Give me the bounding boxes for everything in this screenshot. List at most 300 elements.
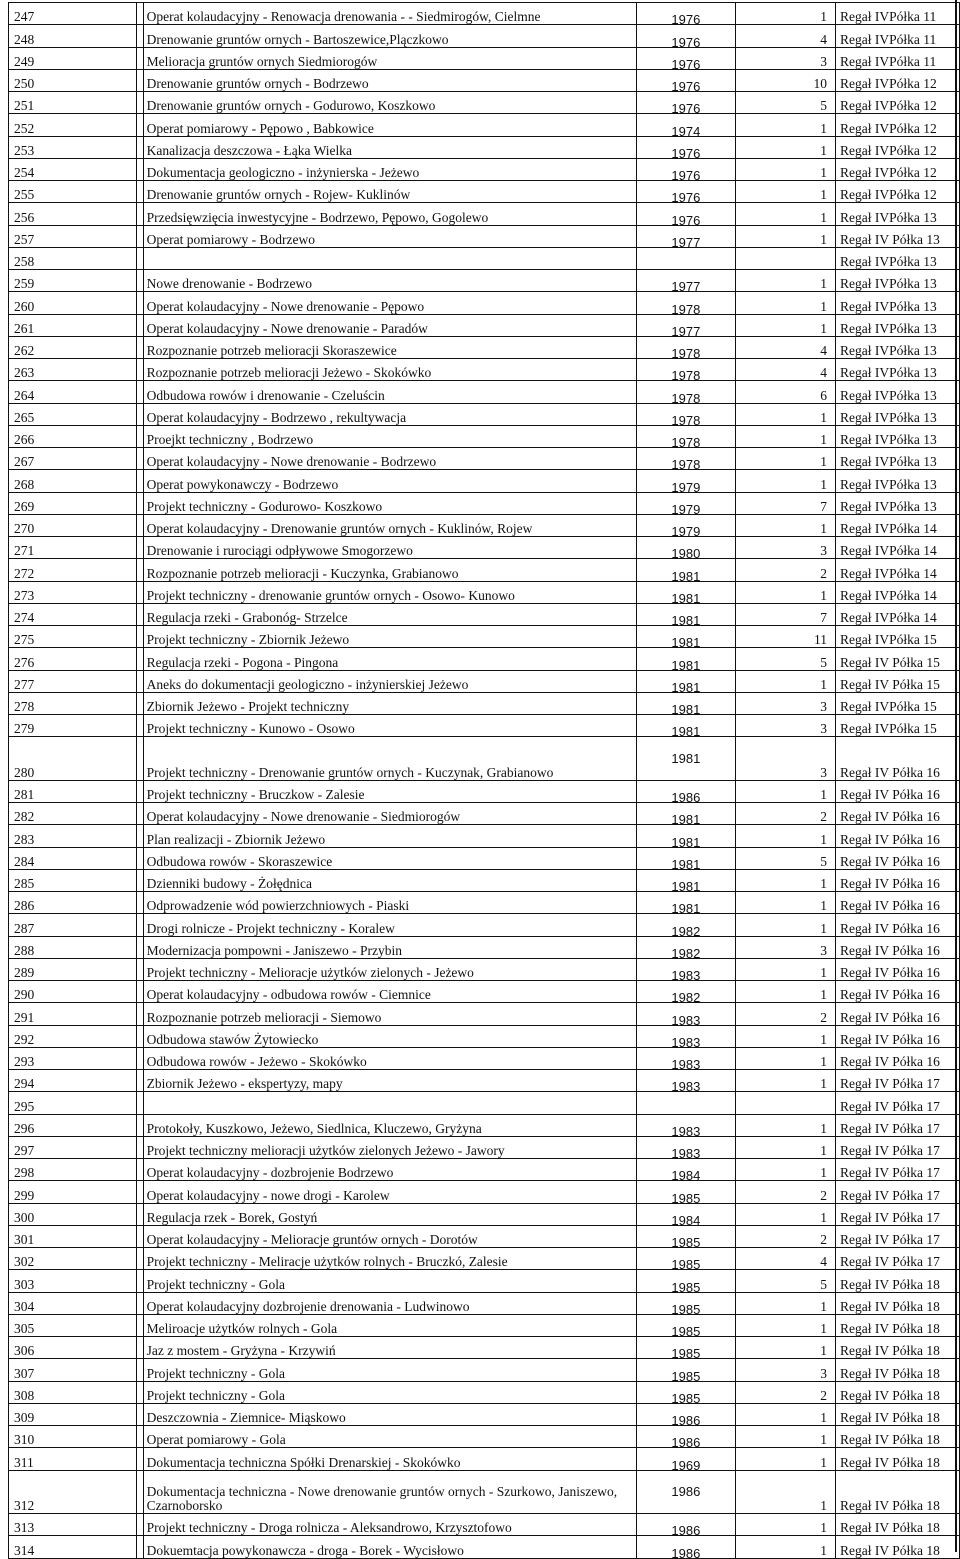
spacer-cell — [136, 648, 143, 670]
year-cell-text: 1976 — [671, 79, 701, 92]
spacer-cell — [136, 847, 143, 869]
location-cell: Regał IV Półka 18 — [836, 1448, 960, 1470]
location-cell: Regał IV Półka 18 — [836, 1337, 960, 1359]
title-cell: Operat powykonawczy - Bodrzewo — [143, 470, 636, 492]
year-cell — [636, 1470, 736, 1514]
row-number-cell: 282 — [9, 803, 137, 825]
spacer-cell — [136, 158, 143, 180]
table-row — [9, 626, 960, 648]
title-cell: Operat kolaudacyjny - Drenowanie gruntów ornych - Kuklinów, Rojew — [143, 514, 636, 536]
quantity-cell: 1 — [736, 1292, 836, 1314]
spacer-cell — [136, 1203, 143, 1225]
row-number-cell: 307 — [9, 1359, 137, 1381]
quantity-cell: 1 — [736, 869, 836, 891]
spacer-cell — [136, 1047, 143, 1069]
table-row — [9, 603, 960, 625]
spacer-cell — [136, 3, 143, 25]
location-cell: Regał IVPółka 14 — [836, 603, 960, 625]
title-cell: Operat kolaudacyjny - Bodrzewo , rekultywacja — [143, 403, 636, 425]
year-cell-text: 1977 — [671, 323, 701, 337]
year-cell-text: 1986 — [671, 1413, 701, 1426]
spacer-cell — [136, 1314, 143, 1336]
title-cell: Odbudowa rowów - Jeżewo - Skokówko — [143, 1047, 636, 1069]
row-number-cell: 286 — [9, 892, 137, 914]
location-cell: Regał IVPółka 12 — [836, 92, 960, 114]
year-cell — [636, 626, 736, 648]
row-number-cell: 308 — [9, 1381, 137, 1403]
title-cell: Operat kolaudacyjny - Nowe drenowanie - Paradów — [143, 314, 636, 336]
year-cell — [636, 292, 736, 314]
table-row — [9, 470, 960, 492]
year-cell — [636, 869, 736, 891]
quantity-cell: 11 — [736, 626, 836, 648]
spacer-cell — [136, 1136, 143, 1158]
quantity-cell: 3 — [736, 936, 836, 958]
location-cell: Regał IVPółka 13 — [836, 336, 960, 358]
table-row — [9, 1448, 960, 1470]
year-cell-text: 1986 — [671, 1483, 701, 1499]
table-row — [9, 181, 960, 203]
title-cell: Kanalizacja deszczowa - Łąka Wielka — [143, 136, 636, 158]
title-cell: Rozpoznanie potrzeb melioracji - Siemowo — [143, 1003, 636, 1025]
spacer-cell — [136, 203, 143, 225]
title-cell: Projekt techniczny - Meliracje użytków rolnych - Bruczkó, Zalesie — [143, 1248, 636, 1270]
year-cell-text: 1976 — [671, 56, 701, 70]
year-cell-text: 1985 — [671, 1390, 701, 1404]
table-row — [9, 981, 960, 1003]
table-row — [9, 203, 960, 225]
location-cell: Regał IV Półka 16 — [836, 803, 960, 825]
table-row — [9, 1003, 960, 1025]
row-number-cell: 299 — [9, 1181, 137, 1203]
location-cell: Regał IV Półka 18 — [836, 1381, 960, 1403]
table-row — [9, 114, 960, 136]
year-cell — [636, 1003, 736, 1025]
spacer-cell — [136, 381, 143, 403]
row-number-cell: 270 — [9, 514, 137, 536]
title-cell: Projekt techniczny - Kunowo - Osowo — [143, 715, 636, 737]
year-cell — [636, 1270, 736, 1292]
quantity-cell: 2 — [736, 1381, 836, 1403]
row-number-cell: 260 — [9, 292, 137, 314]
spacer-cell — [136, 92, 143, 114]
spacer-cell — [136, 492, 143, 514]
title-cell: Modernizacja pompowni - Janiszewo - Przybin — [143, 936, 636, 958]
table-row — [9, 270, 960, 292]
year-cell — [636, 403, 736, 425]
year-cell-text: 1986 — [671, 1435, 701, 1448]
spacer-cell — [136, 247, 143, 269]
year-cell — [636, 247, 736, 269]
spacer-cell — [136, 1114, 143, 1136]
year-cell-text: 1979 — [671, 479, 701, 492]
row-number-cell: 285 — [9, 869, 137, 891]
table-row — [9, 559, 960, 581]
year-cell — [636, 981, 736, 1003]
year-cell-text: 1980 — [671, 546, 701, 559]
quantity-cell: 1 — [736, 1114, 836, 1136]
quantity-cell: 1 — [736, 403, 836, 425]
year-cell — [636, 3, 736, 25]
quantity-cell: 4 — [736, 25, 836, 47]
quantity-cell: 3 — [736, 715, 836, 737]
location-cell: Regał IVPółka 13 — [836, 359, 960, 381]
page-right-border — [955, 0, 957, 1552]
table-row — [9, 1514, 960, 1536]
year-cell-text: 1976 — [671, 101, 701, 114]
table-row — [9, 1181, 960, 1203]
title-cell: Projekt techniczny - Bruczkow - Zalesie — [143, 780, 636, 802]
row-number-cell: 291 — [9, 1003, 137, 1025]
year-cell-text: 1985 — [671, 1235, 701, 1248]
quantity-cell: 1 — [736, 114, 836, 136]
table-row — [9, 247, 960, 269]
location-cell: Regał IVPółka 13 — [836, 492, 960, 514]
table-row — [9, 1470, 960, 1514]
location-cell: Regał IVPółka 13 — [836, 448, 960, 470]
location-cell: Regał IVPółka 14 — [836, 537, 960, 559]
year-cell — [636, 1536, 736, 1558]
year-cell — [636, 692, 736, 714]
row-number-cell: 264 — [9, 381, 137, 403]
year-cell-text: 1981 — [671, 702, 701, 715]
year-cell-text: 1978 — [671, 346, 701, 359]
spacer-cell — [136, 803, 143, 825]
title-cell: Operat kolaudacyjny - dozbrojenie Bodrzewo — [143, 1159, 636, 1181]
title-cell: Operat kolaudacyjny - odbudowa rowów - Ciemnice — [143, 981, 636, 1003]
quantity-cell: 1 — [736, 470, 836, 492]
title-cell: Drenowanie gruntów ornych - Rojew- Kuklinów — [143, 181, 636, 203]
year-cell-text: 1978 — [671, 368, 701, 381]
title-cell: Operat kolaudacyjny - Melioracje gruntów ornych - Dorotów — [143, 1225, 636, 1247]
title-cell: Projekt techniczny - Gola — [143, 1359, 636, 1381]
table-row — [9, 69, 960, 91]
spacer-cell — [136, 448, 143, 470]
quantity-cell: 1 — [736, 1314, 836, 1336]
table-row — [9, 914, 960, 936]
spacer-cell — [136, 181, 143, 203]
title-cell: Projekt techniczny - drenowanie gruntów ornych - Osowo- Kunowo — [143, 581, 636, 603]
quantity-cell: 1 — [736, 892, 836, 914]
year-cell — [636, 958, 736, 980]
row-number-cell: 254 — [9, 158, 137, 180]
year-cell — [636, 1114, 736, 1136]
year-cell-text: 1986 — [671, 790, 701, 803]
spacer-cell — [136, 780, 143, 802]
location-cell: Regał IV Półka 16 — [836, 914, 960, 936]
spacer-cell — [136, 581, 143, 603]
location-cell: Regał IVPółka 15 — [836, 715, 960, 737]
location-cell: Regał IVPółka 15 — [836, 692, 960, 714]
row-number-cell: 273 — [9, 581, 137, 603]
quantity-cell: 1 — [736, 1136, 836, 1158]
row-number-cell: 277 — [9, 670, 137, 692]
row-number-cell: 257 — [9, 225, 137, 247]
table-row — [9, 958, 960, 980]
year-cell-text: 1984 — [671, 1212, 701, 1226]
year-cell — [636, 1514, 736, 1536]
title-cell — [143, 1092, 636, 1114]
table-row — [9, 1381, 960, 1403]
year-cell — [636, 1359, 736, 1381]
spacer-cell — [136, 336, 143, 358]
title-cell: Projekt techniczny - Godurowo- Koszkowo — [143, 492, 636, 514]
quantity-cell — [736, 1092, 836, 1114]
table-row — [9, 1092, 960, 1114]
spacer-cell — [136, 1448, 143, 1470]
title-cell: Operat kolaudacyjny - nowe drogi - Karolew — [143, 1181, 636, 1203]
table-row — [9, 92, 960, 114]
location-cell: Regał IV Półka 17 — [836, 1114, 960, 1136]
spacer-cell — [136, 1514, 143, 1536]
quantity-cell: 1 — [736, 1403, 836, 1425]
title-cell: Drenowanie gruntów ornych - Bodrzewo — [143, 69, 636, 91]
quantity-cell: 1 — [736, 1337, 836, 1359]
title-cell: Operat kolaudacyjny - Nowe drenowanie - Pępowo — [143, 292, 636, 314]
year-cell — [636, 69, 736, 91]
row-number-cell: 311 — [9, 1448, 137, 1470]
quantity-cell: 3 — [736, 737, 836, 781]
table-row — [9, 737, 960, 781]
year-cell-text: 1978 — [671, 412, 701, 426]
year-cell-text: 1981 — [671, 635, 701, 648]
row-number-cell: 267 — [9, 448, 137, 470]
year-cell-text: 1974 — [671, 123, 701, 136]
title-cell — [143, 247, 636, 269]
location-cell: Regał IVPółka 13 — [836, 314, 960, 336]
year-cell-text: 1981 — [671, 657, 701, 670]
table-row — [9, 537, 960, 559]
quantity-cell: 1 — [736, 825, 836, 847]
title-cell: Regulacja rzeki - Grabonóg- Strzelce — [143, 603, 636, 625]
title-cell: Drenowanie i rurociągi odpływowe Smogorzewo — [143, 537, 636, 559]
spacer-cell — [136, 958, 143, 980]
spacer-cell — [136, 715, 143, 737]
year-cell-text: 1969 — [671, 1457, 701, 1470]
year-cell — [636, 914, 736, 936]
title-cell: Projekt techniczny - Drenowanie gruntów ornych - Kuczynak, Grabianowo — [143, 737, 636, 781]
location-cell: Regał IV Półka 16 — [836, 1025, 960, 1047]
spacer-cell — [136, 1003, 143, 1025]
year-cell — [636, 803, 736, 825]
year-cell-text: 1981 — [671, 568, 701, 581]
title-cell: Rozpoznanie potrzeb melioracji - Kuczynka, Grabianowo — [143, 559, 636, 581]
year-cell — [636, 648, 736, 670]
quantity-cell: 3 — [736, 692, 836, 714]
location-cell: Regał IV Półka 17 — [836, 1181, 960, 1203]
row-number-cell: 262 — [9, 336, 137, 358]
location-cell: Regał IVPółka 14 — [836, 514, 960, 536]
location-cell: Regał IV Półka 18 — [836, 1270, 960, 1292]
location-cell: Regał IVPółka 13 — [836, 425, 960, 447]
row-number-cell: 249 — [9, 47, 137, 69]
title-cell: Projekt techniczny melioracji użytków zielonych Jeżewo - Jawory — [143, 1136, 636, 1158]
table-row — [9, 136, 960, 158]
spacer-cell — [136, 270, 143, 292]
table-row — [9, 381, 960, 403]
table-row — [9, 1248, 960, 1270]
year-cell-text: 1976 — [671, 168, 701, 181]
location-cell: Regał IV Półka 18 — [836, 1470, 960, 1514]
table-row — [9, 1314, 960, 1336]
table-row — [9, 581, 960, 603]
spacer-cell — [136, 1292, 143, 1314]
year-cell-text: 1983 — [671, 1012, 701, 1025]
year-cell — [636, 603, 736, 625]
spacer-cell — [136, 1092, 143, 1114]
quantity-cell: 2 — [736, 559, 836, 581]
location-cell: Regał IV Półka 16 — [836, 869, 960, 891]
quantity-cell: 7 — [736, 603, 836, 625]
year-cell — [636, 314, 736, 336]
table-row — [9, 803, 960, 825]
quantity-cell: 1 — [736, 136, 836, 158]
quantity-cell: 2 — [736, 1003, 836, 1025]
year-cell — [636, 136, 736, 158]
year-cell — [636, 715, 736, 737]
spacer-cell — [136, 47, 143, 69]
table-row — [9, 936, 960, 958]
year-cell-text: 1985 — [671, 1301, 701, 1315]
table-row — [9, 292, 960, 314]
quantity-cell: 1 — [736, 581, 836, 603]
quantity-cell — [736, 247, 836, 269]
table-row — [9, 448, 960, 470]
location-cell: Regał IVPółka 11 — [836, 47, 960, 69]
location-cell: Regał IVPółka 15 — [836, 626, 960, 648]
location-cell: Regał IV Półka 18 — [836, 1403, 960, 1425]
spacer-cell — [136, 292, 143, 314]
quantity-cell: 1 — [736, 203, 836, 225]
year-cell-text: 1978 — [671, 457, 701, 470]
row-number-cell: 258 — [9, 247, 137, 269]
quantity-cell: 5 — [736, 92, 836, 114]
row-number-cell: 292 — [9, 1025, 137, 1047]
year-cell — [636, 425, 736, 447]
table-row — [9, 1359, 960, 1381]
year-cell-text: 1978 — [671, 390, 701, 403]
year-cell-text: 1983 — [671, 1079, 701, 1092]
quantity-cell: 1 — [736, 1448, 836, 1470]
year-cell — [636, 1426, 736, 1448]
row-number-cell: 265 — [9, 403, 137, 425]
year-cell-text: 1985 — [671, 1324, 701, 1337]
year-cell-text: 1977 — [671, 234, 701, 248]
year-cell — [636, 470, 736, 492]
title-cell: Rozpoznanie potrzeb melioracji Skoraszewice — [143, 336, 636, 358]
year-cell — [636, 1448, 736, 1470]
year-cell — [636, 1225, 736, 1247]
row-number-cell: 278 — [9, 692, 137, 714]
year-cell-text: 1985 — [671, 1257, 701, 1270]
row-number-cell: 274 — [9, 603, 137, 625]
year-cell — [636, 158, 736, 180]
year-cell-text: 1977 — [671, 279, 701, 292]
quantity-cell: 5 — [736, 648, 836, 670]
quantity-cell: 1 — [736, 1426, 836, 1448]
location-cell: Regał IV Półka 16 — [836, 1047, 960, 1069]
row-number-cell: 290 — [9, 981, 137, 1003]
spacer-cell — [136, 114, 143, 136]
row-number-cell: 304 — [9, 1292, 137, 1314]
year-cell — [636, 203, 736, 225]
year-cell — [636, 559, 736, 581]
table-row — [9, 847, 960, 869]
year-cell — [636, 381, 736, 403]
location-cell: Regał IV Półka 15 — [836, 648, 960, 670]
row-number-cell: 303 — [9, 1270, 137, 1292]
title-cell: Zbiornik Jeżewo - Projekt techniczny — [143, 692, 636, 714]
location-cell: Regał IV Półka 17 — [836, 1225, 960, 1247]
row-number-cell: 294 — [9, 1070, 137, 1092]
row-number-cell: 306 — [9, 1337, 137, 1359]
year-cell-text: 1986 — [671, 1545, 701, 1558]
quantity-cell: 1 — [736, 958, 836, 980]
location-cell: Regał IVPółka 14 — [836, 581, 960, 603]
row-number-cell: 283 — [9, 825, 137, 847]
row-number-cell: 263 — [9, 359, 137, 381]
table-row — [9, 359, 960, 381]
location-cell: Regał IVPółka 12 — [836, 114, 960, 136]
year-cell-text: 1983 — [671, 968, 701, 981]
year-cell-text: 1976 — [671, 212, 701, 225]
row-number-cell: 301 — [9, 1225, 137, 1247]
quantity-cell: 1 — [736, 914, 836, 936]
location-cell: Regał IV Półka 18 — [836, 1359, 960, 1381]
year-cell — [636, 1381, 736, 1403]
spacer-cell — [136, 981, 143, 1003]
year-cell-text: 1976 — [671, 145, 701, 159]
row-number-cell: 302 — [9, 1248, 137, 1270]
quantity-cell: 1 — [736, 1514, 836, 1536]
spacer-cell — [136, 1337, 143, 1359]
spacer-cell — [136, 314, 143, 336]
row-number-cell: 268 — [9, 470, 137, 492]
spacer-cell — [136, 25, 143, 47]
title-cell: Meliroacje użytków rolnych - Gola — [143, 1314, 636, 1336]
row-number-cell: 310 — [9, 1426, 137, 1448]
table-row — [9, 1025, 960, 1047]
year-cell-text: 1982 — [671, 923, 701, 936]
quantity-cell: 3 — [736, 537, 836, 559]
quantity-cell: 3 — [736, 47, 836, 69]
table-row — [9, 1270, 960, 1292]
quantity-cell: 2 — [736, 1225, 836, 1247]
location-cell: Regał IV Półka 18 — [836, 1314, 960, 1336]
year-cell-text: 1981 — [671, 834, 701, 847]
year-cell-text: 1981 — [671, 879, 701, 892]
year-cell-text: 1978 — [671, 301, 701, 314]
year-cell-text: 1981 — [671, 679, 701, 693]
location-cell: Regał IV Półka 15 — [836, 670, 960, 692]
quantity-cell: 5 — [736, 847, 836, 869]
title-cell: Dokumentacja techniczna - Nowe drenowanie gruntów ornych - Szurkowo, Janiszewo, Czarnoborsko — [143, 1470, 636, 1514]
table-row — [9, 825, 960, 847]
quantity-cell: 1 — [736, 448, 836, 470]
year-cell-text: 1978 — [671, 435, 701, 448]
year-cell-text: 1981 — [671, 724, 701, 737]
row-number-cell: 272 — [9, 559, 137, 581]
row-number-cell: 259 — [9, 270, 137, 292]
title-cell: Nowe drenowanie - Bodrzewo — [143, 270, 636, 292]
row-number-cell: 247 — [9, 3, 137, 25]
year-cell-text: 1976 — [671, 12, 701, 25]
location-cell: Regał IVPółka 12 — [836, 158, 960, 180]
title-cell: Aneks do dokumentacji geologiczno - inżynierskiej Jeżewo — [143, 670, 636, 692]
row-number-cell: 312 — [9, 1470, 137, 1514]
row-number-cell: 287 — [9, 914, 137, 936]
quantity-cell: 2 — [736, 1181, 836, 1203]
